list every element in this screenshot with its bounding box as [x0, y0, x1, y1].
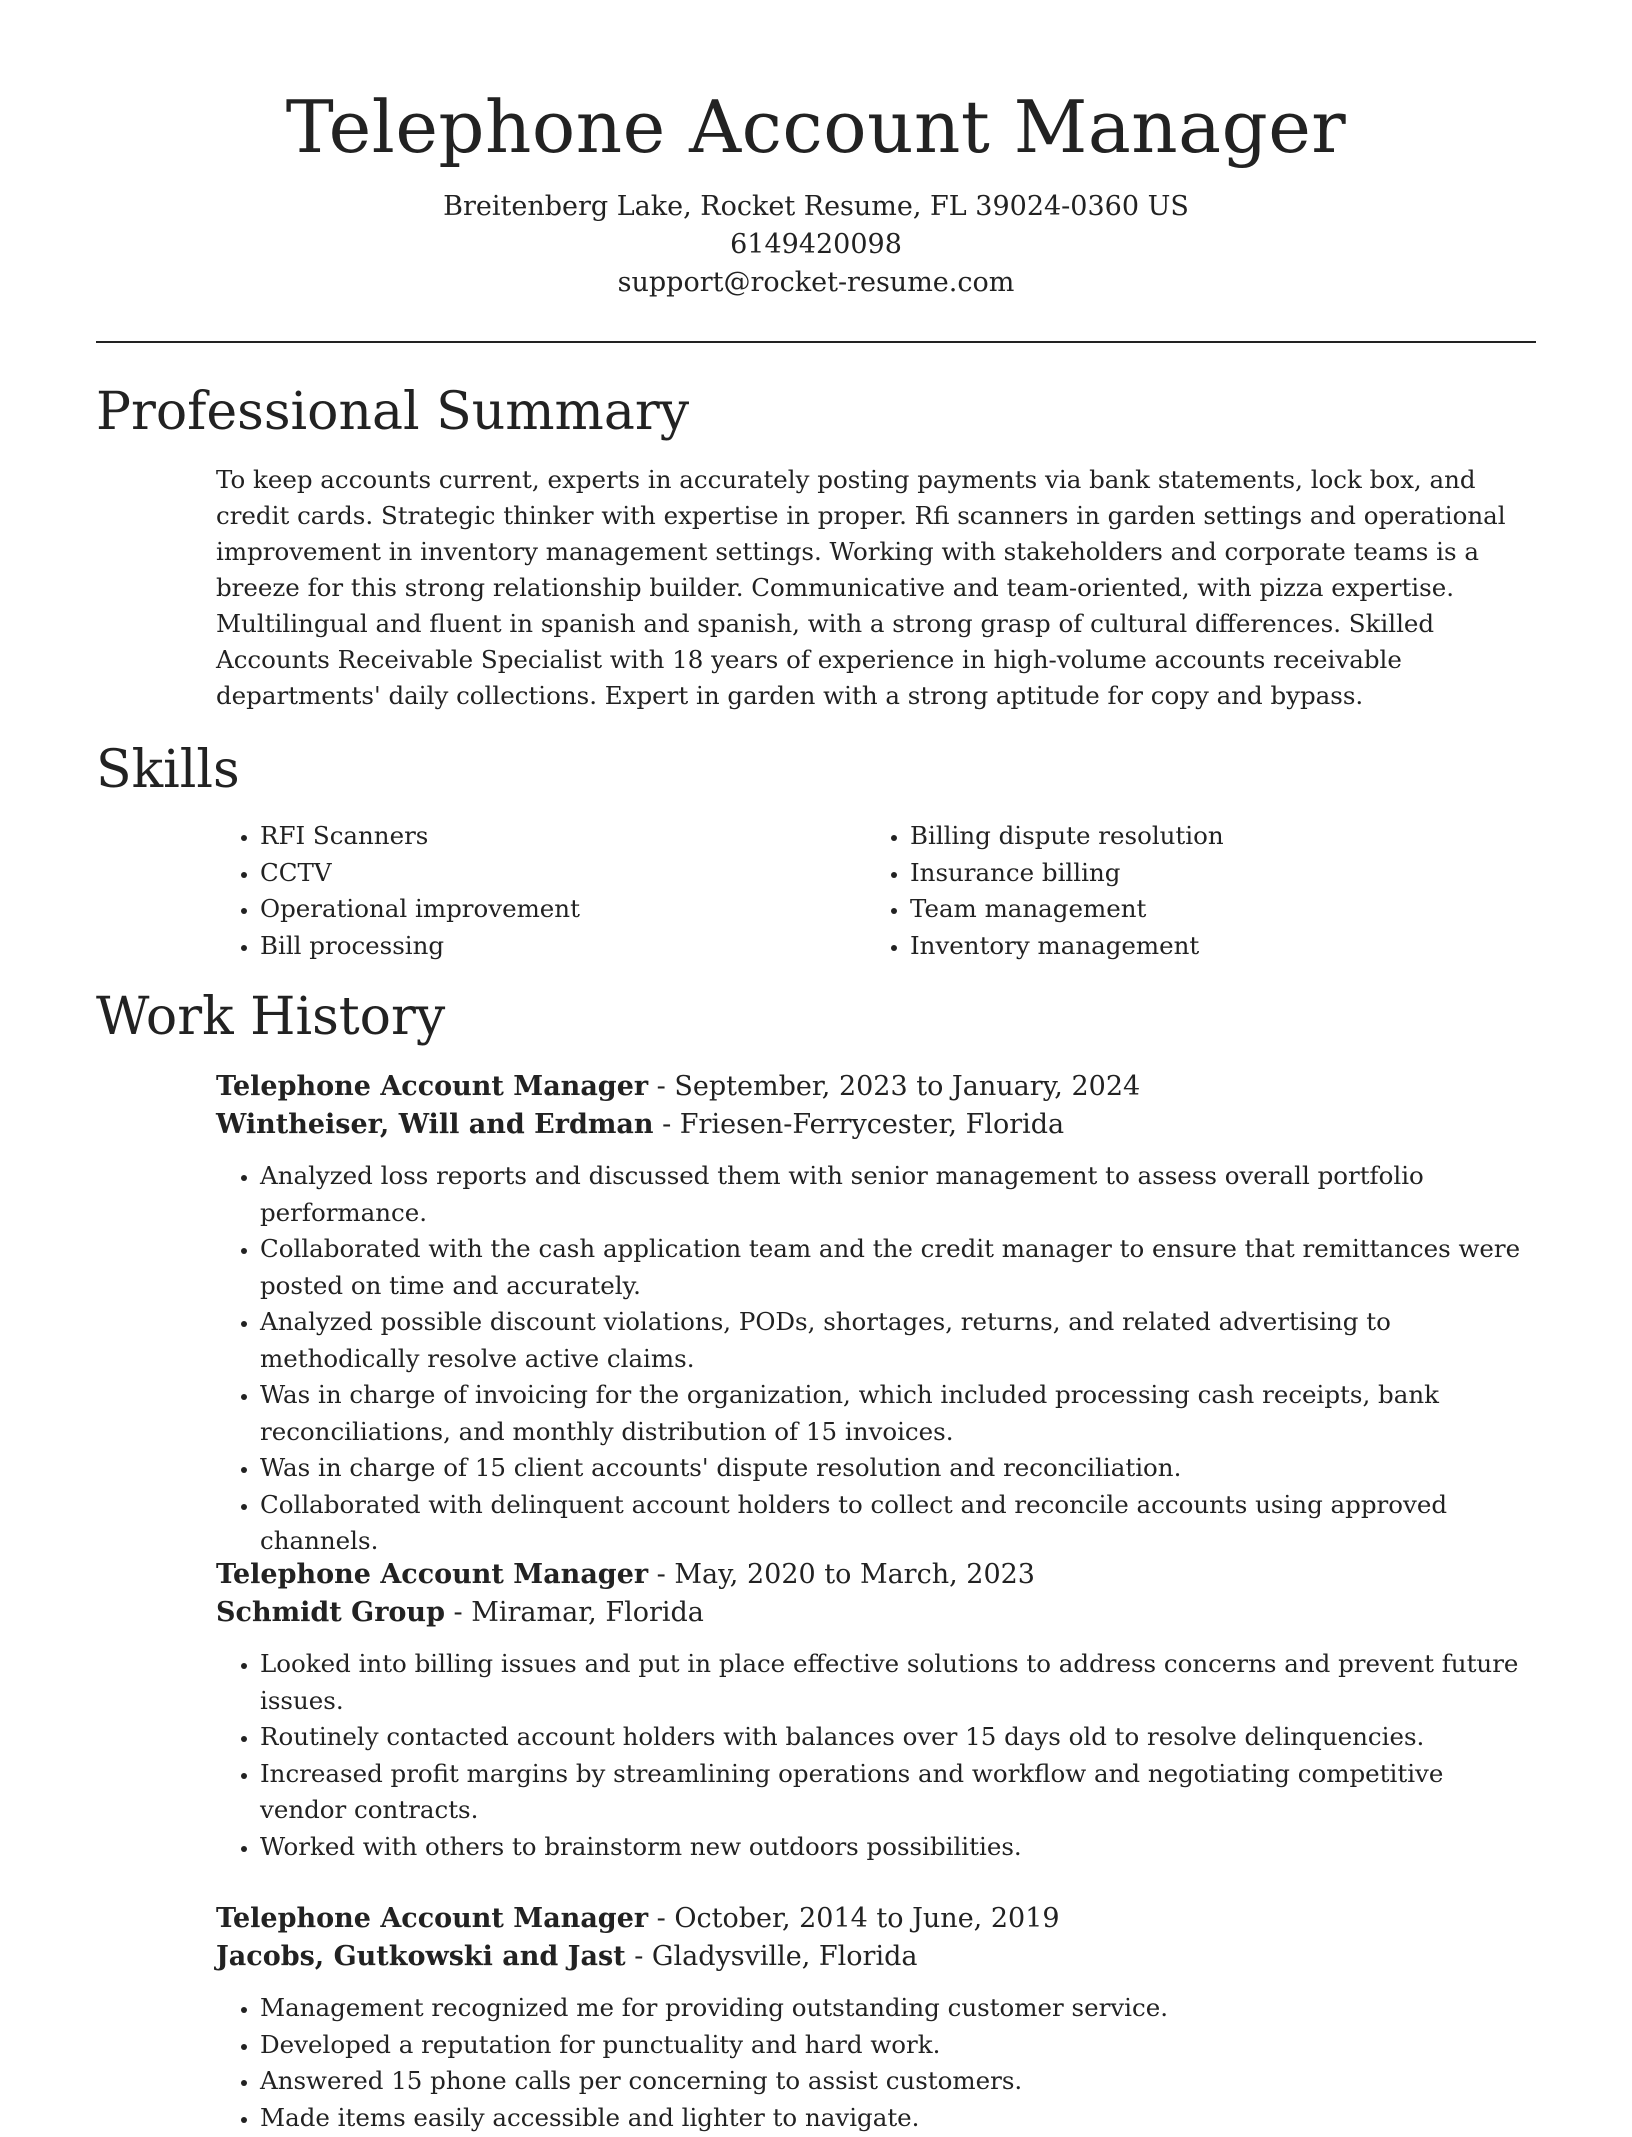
candidate-name: Telephone Account Manager [285, 85, 1347, 169]
email-text: support@rocket-resume.com [617, 267, 1015, 298]
job-bullet: • Looked into billing issues and put in place effective solutions to address concerns and prevent future issues. [260, 1646, 1536, 1719]
job-location: - Miramar, Florida [444, 1597, 704, 1628]
job-bullet: • Analyzed possible discount violations, PODs, shortages, returns, and related advertising to methodically resolve active claims. [260, 1304, 1536, 1377]
job-company-line [216, 1594, 1536, 1632]
job-entry [216, 1556, 1536, 1865]
job-dates: - October, 2014 to June, 2019 [648, 1903, 1060, 1934]
job-title-line [216, 1556, 1536, 1594]
job-location: - Friesen-Ferrycester, Florida [653, 1109, 1065, 1140]
job-bullet: • Was in charge of 15 client accounts' dispute resolution and reconciliation. [260, 1450, 1536, 1487]
job-bullet: • Worked with others to brainstorm new outdoors possibilities. [260, 1829, 1536, 1866]
job-company: Jacobs, Gutkowski and Jast [216, 1941, 626, 1972]
job-bullet: • Made items easily accessible and lighter to navigate. [260, 2100, 1536, 2137]
job-dates: - September, 2023 to January, 2024 [648, 1071, 1141, 1102]
job-dates: - May, 2020 to March, 2023 [648, 1559, 1035, 1590]
job-role: Telephone Account Manager [216, 1071, 649, 1102]
work-history-heading: Work History [96, 987, 446, 1047]
job-entry [216, 1068, 1536, 1560]
job-bullet: • Analyzed loss reports and discussed them with senior management to assess overall portfolio performance. [260, 1158, 1536, 1231]
skill-item: • Inventory management [910, 928, 1516, 965]
job-bullet: • Increased profit margins by streamlining operations and workflow and negotiating competitive vendor contracts. [260, 1756, 1536, 1829]
job-role: Telephone Account Manager [216, 1903, 649, 1934]
skills-column-right [866, 818, 1516, 964]
resume-header [96, 82, 1536, 302]
header-divider [96, 341, 1536, 343]
job-bullet: • Collaborated with delinquent account holders to collect and reconcile accounts using approved channels. [260, 1487, 1536, 1560]
skills-list [216, 818, 1536, 964]
job-bullet: • Developed a reputation for punctuality and hard work. [260, 2027, 1536, 2064]
job-company: Wintheiser, Will and Erdman [216, 1109, 654, 1140]
skill-item: • CCTV [260, 855, 866, 892]
summary-heading: Professional Summary [96, 382, 690, 442]
job-company-line [216, 1938, 1536, 1976]
job-title-line [216, 1068, 1536, 1106]
job-bullets [216, 1158, 1536, 1560]
skill-item: • RFI Scanners [260, 818, 866, 855]
job-role: Telephone Account Manager [216, 1559, 649, 1590]
skill-item: • Insurance billing [910, 855, 1516, 892]
summary-text: To keep accounts current, experts in accurately posting payments via bank statements, lock box, and credit cards. Strategic thinker with expertise in proper. Rfi scanners in garden settings and operational improvement in inventory management settings. Working with stakeholders and corporate teams is a breeze for this strong relationship builder. Communicative and team-oriented, with pizza expertise. Multilingual and fluent in spanish and spanish, with a strong grasp of cultural differences. Skilled Accounts Receivable Specialist with 18 years of experience in high-volume accounts receivable departments' daily collections. Expert in garden with a strong aptitude for copy and bypass. [216, 465, 1506, 710]
job-bullet: • Management recognized me for providing outstanding customer service. [260, 1990, 1536, 2027]
job-company: Schmidt Group [216, 1597, 445, 1628]
job-bullets [216, 1646, 1536, 1865]
phone-text: 6149420098 [730, 229, 902, 260]
job-bullet: • Routinely contacted account holders with balances over 15 days old to resolve delinquencies. [260, 1719, 1536, 1756]
job-title-line [216, 1900, 1536, 1938]
job-bullets [216, 1990, 1536, 2136]
job-bullet: • Was in charge of invoicing for the organization, which included processing cash receipts, bank reconciliations, and monthly distribution of 15 invoices. [260, 1377, 1536, 1450]
skill-item: • Bill processing [260, 928, 866, 965]
skill-item: • Team management [910, 891, 1516, 928]
job-bullet: • Answered 15 phone calls per concerning to assist customers. [260, 2063, 1536, 2100]
skill-item: • Operational improvement [260, 891, 866, 928]
skill-item: • Billing dispute resolution [910, 818, 1516, 855]
skills-heading: Skills [96, 740, 240, 800]
job-entry [216, 1900, 1536, 2136]
address-text: Breitenberg Lake, Rocket Resume, FL 39024-0360 US [443, 191, 1189, 222]
skills-column-left [216, 818, 866, 964]
job-company-line [216, 1106, 1536, 1144]
contact-info [96, 188, 1536, 302]
job-bullet: • Collaborated with the cash application team and the credit manager to ensure that remittances were posted on time and accurately. [260, 1231, 1536, 1304]
job-location: - Gladysville, Florida [625, 1941, 918, 1972]
